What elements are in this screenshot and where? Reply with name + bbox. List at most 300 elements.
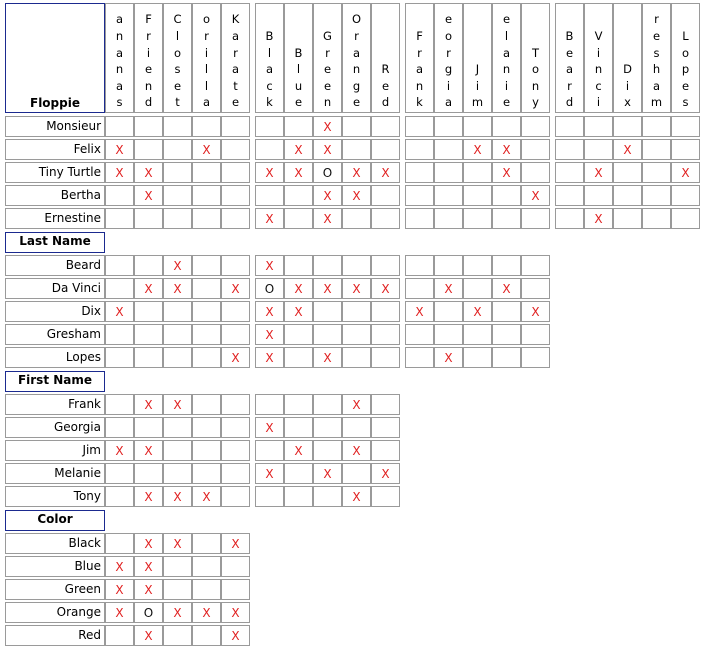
grid-cell[interactable] (284, 255, 313, 276)
grid-cell[interactable] (313, 486, 342, 507)
grid-cell[interactable] (134, 162, 163, 183)
column-header-letter: d (381, 95, 390, 110)
grid-cell[interactable] (105, 625, 134, 646)
grid-cell[interactable] (192, 417, 221, 438)
grid-cell[interactable] (163, 185, 192, 206)
grid-cell[interactable] (221, 301, 250, 322)
grid-cell[interactable] (313, 301, 342, 322)
grid-cell[interactable] (555, 208, 584, 229)
grid-cell[interactable] (492, 139, 521, 160)
grid-cell[interactable] (313, 185, 342, 206)
column-header-letter: n (144, 78, 153, 93)
grid-cell[interactable] (463, 301, 492, 322)
column-header-letter: n (594, 62, 603, 77)
grid-cell[interactable] (192, 278, 221, 299)
grid-cell[interactable] (555, 139, 584, 160)
row-label: Felix (5, 139, 105, 160)
grid-cell[interactable] (642, 185, 671, 206)
grid-cell[interactable] (192, 533, 221, 554)
grid-cell[interactable] (221, 440, 250, 461)
grid-cell[interactable] (371, 486, 400, 507)
grid-cell[interactable] (342, 463, 371, 484)
row-label: Green (5, 579, 105, 600)
grid-cell[interactable] (342, 440, 371, 461)
grid-cell[interactable] (134, 278, 163, 299)
grid-cell[interactable] (434, 185, 463, 206)
grid-cell[interactable] (342, 347, 371, 368)
grid-cell[interactable] (405, 185, 434, 206)
grid-cell[interactable] (284, 116, 313, 137)
grid-cell[interactable] (134, 185, 163, 206)
grid-cell[interactable] (163, 255, 192, 276)
grid-cell[interactable] (192, 347, 221, 368)
grid-cell[interactable] (105, 185, 134, 206)
grid-cell[interactable] (134, 324, 163, 345)
x-mark-icon: X (144, 628, 153, 643)
column-header-letter: e (294, 95, 303, 110)
grid-cell[interactable] (613, 162, 642, 183)
grid-cell[interactable] (642, 139, 671, 160)
grid-cell[interactable] (671, 208, 700, 229)
grid-cell[interactable] (405, 162, 434, 183)
grid-cell[interactable] (463, 255, 492, 276)
column-header-blue (284, 3, 313, 113)
grid-cell[interactable] (163, 116, 192, 137)
grid-cell[interactable] (371, 417, 400, 438)
grid-cell[interactable] (342, 486, 371, 507)
grid-cell[interactable] (105, 579, 134, 600)
grid-cell[interactable] (405, 208, 434, 229)
grid-cell[interactable] (134, 625, 163, 646)
grid-cell[interactable] (371, 324, 400, 345)
grid-cell[interactable] (105, 301, 134, 322)
grid-cell[interactable] (555, 116, 584, 137)
grid-cell[interactable] (342, 116, 371, 137)
grid-cell[interactable] (134, 579, 163, 600)
grid-cell[interactable] (255, 486, 284, 507)
grid-cell[interactable] (221, 394, 250, 415)
grid-cell[interactable] (255, 162, 284, 183)
x-mark-icon: X (294, 443, 303, 458)
grid-cell[interactable] (255, 185, 284, 206)
grid-cell[interactable] (163, 602, 192, 623)
grid-cell[interactable] (105, 463, 134, 484)
grid-cell[interactable] (371, 255, 400, 276)
grid-cell[interactable] (342, 185, 371, 206)
grid-cell[interactable] (255, 347, 284, 368)
grid-cell[interactable] (584, 116, 613, 137)
grid-cell[interactable] (105, 347, 134, 368)
grid-cell[interactable] (105, 533, 134, 554)
grid-cell[interactable] (284, 278, 313, 299)
grid-cell[interactable] (255, 255, 284, 276)
grid-cell[interactable] (163, 162, 192, 183)
grid-cell[interactable] (371, 139, 400, 160)
grid-cell[interactable] (134, 602, 163, 623)
grid-cell[interactable] (613, 185, 642, 206)
grid-cell[interactable] (405, 347, 434, 368)
grid-cell[interactable] (613, 116, 642, 137)
grid-cell[interactable] (313, 394, 342, 415)
grid-cell[interactable] (405, 255, 434, 276)
grid-cell[interactable] (255, 417, 284, 438)
grid-cell[interactable] (221, 556, 250, 577)
grid-cell[interactable] (371, 463, 400, 484)
grid-cell[interactable] (163, 579, 192, 600)
grid-cell[interactable] (221, 116, 250, 137)
column-header-letter: a (352, 45, 361, 60)
x-mark-icon: X (173, 536, 182, 551)
row-label: Da Vinci (5, 278, 105, 299)
grid-cell[interactable] (671, 139, 700, 160)
column-header-letter: a (415, 62, 424, 77)
column-header-letter: C (173, 12, 182, 27)
grid-cell[interactable] (434, 139, 463, 160)
grid-cell[interactable] (134, 417, 163, 438)
grid-cell[interactable] (192, 579, 221, 600)
grid-cell[interactable] (434, 301, 463, 322)
grid-cell[interactable] (221, 162, 250, 183)
grid-cell[interactable] (313, 417, 342, 438)
grid-cell[interactable] (371, 162, 400, 183)
grid-cell[interactable] (521, 301, 550, 322)
grid-cell[interactable] (613, 139, 642, 160)
grid-cell[interactable] (105, 278, 134, 299)
grid-cell[interactable] (163, 486, 192, 507)
grid-cell[interactable] (134, 533, 163, 554)
grid-cell[interactable] (284, 440, 313, 461)
grid-cell[interactable] (313, 208, 342, 229)
grid-cell[interactable] (221, 602, 250, 623)
grid-cell[interactable] (163, 625, 192, 646)
grid-cell[interactable] (255, 301, 284, 322)
grid-cell[interactable] (163, 556, 192, 577)
grid-cell[interactable] (313, 278, 342, 299)
grid-cell[interactable] (163, 301, 192, 322)
grid-cell[interactable] (134, 208, 163, 229)
row-label: Monsieur (5, 116, 105, 137)
grid-cell[interactable] (584, 185, 613, 206)
column-header-letter: l (204, 62, 209, 77)
x-mark-icon: X (115, 142, 124, 157)
grid-cell[interactable] (613, 208, 642, 229)
grid-cell[interactable] (192, 255, 221, 276)
column-header-letter: V (594, 29, 603, 44)
grid-cell[interactable] (284, 185, 313, 206)
x-mark-icon: X (352, 281, 361, 296)
grid-cell[interactable] (492, 278, 521, 299)
grid-cell[interactable] (192, 162, 221, 183)
grid-cell[interactable] (192, 625, 221, 646)
column-header-letter: i (625, 78, 630, 93)
grid-cell[interactable] (371, 278, 400, 299)
grid-cell[interactable] (492, 208, 521, 229)
column-header-letter: l (296, 62, 301, 77)
grid-cell[interactable] (192, 185, 221, 206)
grid-cell[interactable] (671, 185, 700, 206)
grid-cell[interactable] (463, 139, 492, 160)
grid-cell[interactable] (342, 208, 371, 229)
grid-cell[interactable] (221, 255, 250, 276)
grid-cell[interactable] (255, 278, 284, 299)
grid-cell[interactable] (221, 533, 250, 554)
column-header-letter: K (231, 12, 240, 27)
grid-cell[interactable] (284, 139, 313, 160)
column-header-letter: s (174, 62, 181, 77)
grid-cell[interactable] (105, 417, 134, 438)
grid-cell[interactable] (221, 139, 250, 160)
grid-cell[interactable] (163, 208, 192, 229)
grid-cell[interactable] (284, 162, 313, 183)
grid-cell[interactable] (163, 533, 192, 554)
grid-cell[interactable] (492, 185, 521, 206)
grid-cell[interactable] (134, 116, 163, 137)
grid-cell[interactable] (405, 139, 434, 160)
grid-cell[interactable] (642, 116, 671, 137)
grid-cell[interactable] (434, 347, 463, 368)
grid-cell[interactable] (371, 185, 400, 206)
grid-cell[interactable] (313, 324, 342, 345)
grid-cell[interactable] (221, 324, 250, 345)
column-header-letter: B (294, 45, 303, 60)
grid-cell[interactable] (405, 324, 434, 345)
grid-cell[interactable] (671, 116, 700, 137)
grid-cell[interactable] (342, 301, 371, 322)
grid-cell[interactable] (492, 162, 521, 183)
grid-cell[interactable] (521, 255, 550, 276)
grid-cell[interactable] (134, 463, 163, 484)
grid-cell[interactable] (371, 208, 400, 229)
grid-cell[interactable] (313, 162, 342, 183)
grid-cell[interactable] (221, 463, 250, 484)
grid-cell[interactable] (284, 463, 313, 484)
x-mark-icon: X (265, 327, 274, 342)
grid-cell[interactable] (434, 116, 463, 137)
grid-cell[interactable] (434, 255, 463, 276)
grid-cell[interactable] (163, 394, 192, 415)
grid-cell[interactable] (221, 185, 250, 206)
grid-cell[interactable] (105, 116, 134, 137)
grid-cell[interactable] (584, 208, 613, 229)
grid-cell[interactable] (405, 278, 434, 299)
grid-cell[interactable] (192, 486, 221, 507)
column-header-letter: e (502, 12, 511, 27)
grid-cell[interactable] (284, 301, 313, 322)
grid-cell[interactable] (134, 394, 163, 415)
grid-cell[interactable] (221, 347, 250, 368)
grid-cell[interactable] (492, 255, 521, 276)
grid-cell[interactable] (313, 440, 342, 461)
x-mark-icon: X (202, 605, 211, 620)
grid-cell[interactable] (192, 301, 221, 322)
grid-cell[interactable] (313, 116, 342, 137)
row-label: Tony (5, 486, 105, 507)
row-label: Bertha (5, 185, 105, 206)
grid-cell[interactable] (313, 347, 342, 368)
grid-cell[interactable] (342, 162, 371, 183)
grid-cell[interactable] (371, 394, 400, 415)
grid-cell[interactable] (284, 324, 313, 345)
x-mark-icon: X (265, 420, 274, 435)
grid-cell[interactable] (371, 116, 400, 137)
grid-cell[interactable] (434, 208, 463, 229)
grid-cell[interactable] (163, 278, 192, 299)
grid-cell[interactable] (105, 486, 134, 507)
grid-cell[interactable] (221, 417, 250, 438)
grid-cell[interactable] (163, 463, 192, 484)
x-mark-icon: X (352, 443, 361, 458)
column-header-letter: i (446, 78, 451, 93)
grid-cell[interactable] (371, 347, 400, 368)
column-header-letter: D (623, 62, 632, 77)
grid-cell[interactable] (492, 116, 521, 137)
grid-cell[interactable] (342, 139, 371, 160)
grid-cell[interactable] (284, 417, 313, 438)
row-label: Beard (5, 255, 105, 276)
grid-cell[interactable] (463, 208, 492, 229)
grid-cell[interactable] (134, 556, 163, 577)
grid-cell[interactable] (105, 139, 134, 160)
grid-cell[interactable] (255, 139, 284, 160)
grid-cell[interactable] (134, 347, 163, 368)
grid-cell[interactable] (555, 185, 584, 206)
grid-cell[interactable] (192, 440, 221, 461)
grid-cell[interactable] (105, 324, 134, 345)
grid-cell[interactable] (134, 255, 163, 276)
column-header-letter: r (354, 29, 359, 44)
grid-cell[interactable] (192, 394, 221, 415)
grid-cell[interactable] (521, 162, 550, 183)
grid-cell[interactable] (463, 278, 492, 299)
column-header-lopes (671, 3, 700, 113)
column-header-letter: r (233, 45, 238, 60)
grid-cell[interactable] (521, 278, 550, 299)
grid-cell[interactable] (163, 440, 192, 461)
grid-cell[interactable] (342, 278, 371, 299)
grid-cell[interactable] (492, 347, 521, 368)
grid-cell[interactable] (463, 324, 492, 345)
grid-cell[interactable] (521, 324, 550, 345)
grid-cell[interactable] (105, 394, 134, 415)
grid-cell[interactable] (371, 301, 400, 322)
grid-cell[interactable] (105, 602, 134, 623)
grid-cell[interactable] (342, 324, 371, 345)
grid-cell[interactable] (434, 278, 463, 299)
grid-cell[interactable] (134, 440, 163, 461)
grid-cell[interactable] (134, 486, 163, 507)
grid-cell[interactable] (105, 440, 134, 461)
grid-cell[interactable] (313, 139, 342, 160)
grid-cell[interactable] (105, 162, 134, 183)
grid-cell[interactable] (163, 324, 192, 345)
x-mark-icon: X (173, 258, 182, 273)
grid-cell[interactable] (371, 440, 400, 461)
row-label: Red (5, 625, 105, 646)
grid-cell[interactable] (671, 162, 700, 183)
grid-cell[interactable] (255, 116, 284, 137)
grid-cell[interactable] (221, 625, 250, 646)
grid-cell[interactable] (284, 347, 313, 368)
grid-cell[interactable] (192, 324, 221, 345)
grid-cell[interactable] (463, 347, 492, 368)
grid-cell[interactable] (192, 556, 221, 577)
grid-cell[interactable] (105, 255, 134, 276)
grid-cell[interactable] (342, 417, 371, 438)
grid-cell[interactable] (192, 602, 221, 623)
grid-cell[interactable] (221, 208, 250, 229)
grid-cell[interactable] (313, 255, 342, 276)
grid-cell[interactable] (192, 116, 221, 137)
grid-cell[interactable] (463, 162, 492, 183)
x-mark-icon: X (173, 489, 182, 504)
grid-cell[interactable] (255, 394, 284, 415)
grid-cell[interactable] (221, 579, 250, 600)
grid-cell[interactable] (521, 116, 550, 137)
grid-cell[interactable] (521, 347, 550, 368)
column-header-letter: o (444, 29, 453, 44)
column-header-letter: e (381, 78, 390, 93)
grid-cell[interactable] (342, 255, 371, 276)
x-mark-icon: X (115, 304, 124, 319)
grid-cell[interactable] (163, 417, 192, 438)
grid-cell[interactable] (492, 324, 521, 345)
column-header-letter: r (325, 45, 330, 60)
grid-cell[interactable] (192, 208, 221, 229)
grid-cell[interactable] (105, 556, 134, 577)
grid-cell[interactable] (492, 301, 521, 322)
x-mark-icon: X (202, 489, 211, 504)
grid-cell[interactable] (555, 162, 584, 183)
grid-cell[interactable] (221, 278, 250, 299)
grid-cell[interactable] (584, 139, 613, 160)
grid-cell[interactable] (105, 208, 134, 229)
grid-cell[interactable] (463, 185, 492, 206)
grid-cell[interactable] (342, 394, 371, 415)
grid-cell[interactable] (255, 440, 284, 461)
x-mark-icon: X (323, 211, 332, 226)
grid-cell[interactable] (163, 347, 192, 368)
grid-cell[interactable] (255, 324, 284, 345)
grid-cell[interactable] (521, 185, 550, 206)
grid-cell[interactable] (255, 463, 284, 484)
grid-cell[interactable] (134, 301, 163, 322)
grid-cell[interactable] (521, 139, 550, 160)
grid-cell[interactable] (463, 116, 492, 137)
grid-cell[interactable] (255, 208, 284, 229)
x-mark-icon: X (323, 466, 332, 481)
grid-cell[interactable] (163, 139, 192, 160)
grid-cell[interactable] (584, 162, 613, 183)
grid-cell[interactable] (521, 208, 550, 229)
grid-cell[interactable] (434, 324, 463, 345)
grid-cell[interactable] (284, 486, 313, 507)
column-header-letter: g (352, 78, 361, 93)
grid-cell[interactable] (405, 116, 434, 137)
grid-cell[interactable] (284, 394, 313, 415)
grid-cell[interactable] (642, 208, 671, 229)
grid-cell[interactable] (192, 463, 221, 484)
grid-cell[interactable] (642, 162, 671, 183)
grid-cell[interactable] (405, 301, 434, 322)
grid-cell[interactable] (221, 486, 250, 507)
grid-cell[interactable] (192, 139, 221, 160)
grid-cell[interactable] (284, 208, 313, 229)
column-header-letter: d (565, 95, 574, 110)
column-header-letter: t (233, 78, 238, 93)
grid-cell[interactable] (134, 139, 163, 160)
grid-cell[interactable] (313, 463, 342, 484)
grid-cell[interactable] (434, 162, 463, 183)
